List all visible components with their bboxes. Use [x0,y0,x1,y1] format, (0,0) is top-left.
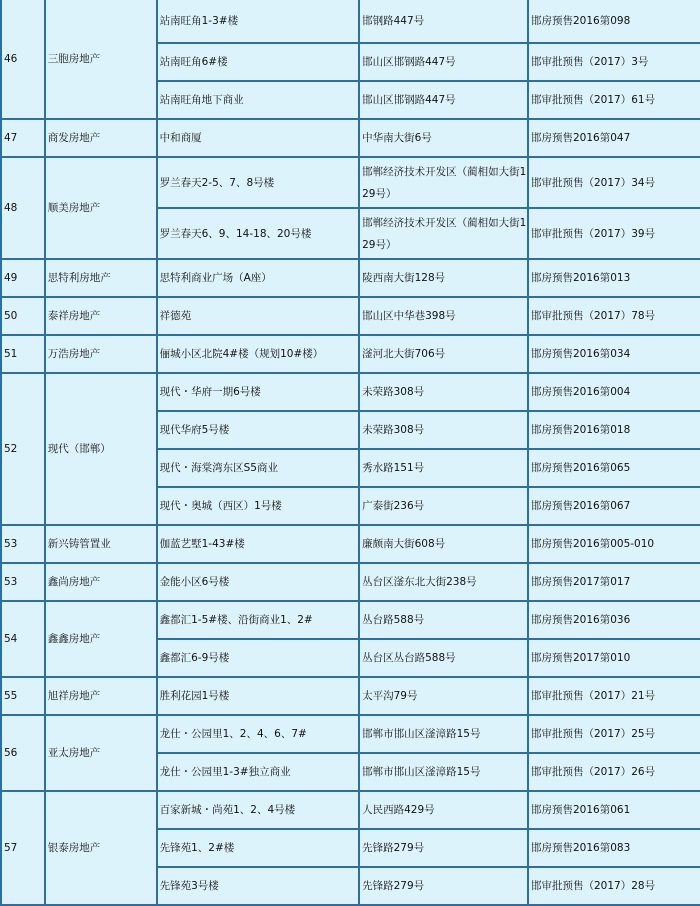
address-cell: 邯山区邯钢路447号 [360,82,527,118]
address-cell: 邯郸市邯山区滏漳路15号 [360,716,527,752]
license-cell: 邯房预售2016第067 [529,488,700,524]
license-cell: 邯审批预售（2017）26号 [529,754,700,790]
table-row [2,678,700,714]
developer-cell: 顺美房地产 [46,158,156,258]
license-cell: 邯房预售2016第083 [529,830,700,866]
address-cell: 陵西南大街128号 [360,260,527,296]
license-cell: 邯房预售2017第010 [529,640,700,676]
address-cell: 人民西路429号 [360,792,527,828]
address-cell: 秀水路151号 [360,450,527,486]
license-cell: 邯房预售2016第018 [529,412,700,448]
row-number-cell: 53 [2,526,44,562]
address-cell: 先锋路279号 [360,830,527,866]
project-cell: 鑫都汇6-9号楼 [158,640,358,676]
license-cell: 邯房预售2016第005-010 [529,526,700,562]
row-number-cell: 55 [2,678,44,714]
project-cell: 站南旺角6#楼 [158,44,358,80]
address-cell: 丛台区丛台路588号 [360,640,527,676]
address-cell: 滏河北大街706号 [360,336,527,372]
license-cell: 邯审批预售（2017）61号 [529,82,700,118]
address-cell: 廉颇南大街608号 [360,526,527,562]
row-number-cell: 52 [2,374,44,524]
project-cell: 伽蓝艺墅1-43#楼 [158,526,358,562]
developer-cell: 鑫鑫房地产 [46,602,156,676]
table-row [2,374,700,410]
license-cell: 邯房预售2016第047 [529,120,700,156]
address-cell: 邯山区邯钢路447号 [360,44,527,80]
address-cell: 未荣路308号 [360,374,527,410]
developer-cell: 新兴铸管置业 [46,526,156,562]
project-cell: 中和商厦 [158,120,358,156]
license-cell: 邯房预售2016第013 [529,260,700,296]
license-cell: 邯房预售2016第004 [529,374,700,410]
address-cell: 太平沟79号 [360,678,527,714]
row-number-cell: 47 [2,120,44,156]
developer-cell: 鑫尚房地产 [46,564,156,600]
developer-cell: 思特利房地产 [46,260,156,296]
license-cell: 邯审批预售（2017）21号 [529,678,700,714]
row-number-cell: 56 [2,716,44,790]
address-cell: 中华南大街6号 [360,120,527,156]
license-cell: 邯审批预售（2017）3号 [529,44,700,80]
license-cell: 邯房预售2016第061 [529,792,700,828]
table-row [2,0,700,42]
row-number-cell: 50 [2,298,44,334]
project-cell: 金能小区6号楼 [158,564,358,600]
project-cell: 百家新城・尚苑1、2、4号楼 [158,792,358,828]
address-cell: 邯郸市邯山区滏漳路15号 [360,754,527,790]
table-row [2,792,700,828]
project-cell: 胜利花园1号楼 [158,678,358,714]
license-cell: 邯房预售2016第036 [529,602,700,638]
project-cell: 站南旺角1-3#楼 [158,0,358,42]
license-cell: 邯房预售2016第034 [529,336,700,372]
project-cell: 现代华府5号楼 [158,412,358,448]
developer-cell: 商发房地产 [46,120,156,156]
table-row [2,336,700,372]
developer-cell: 旭祥房地产 [46,678,156,714]
license-cell: 邯房预售2016第098 [529,0,700,42]
developer-cell: 亚太房地产 [46,716,156,790]
address-cell: 邯钢路447号 [360,0,527,42]
project-cell: 罗兰春天2-5、7、8号楼 [158,158,358,207]
row-number-cell: 57 [2,792,44,904]
project-cell: 先锋苑3号楼 [158,868,358,904]
address-cell: 广泰街236号 [360,488,527,524]
license-cell: 邯审批预售（2017）28号 [529,868,700,904]
project-cell: 祥德苑 [158,298,358,334]
project-cell: 龙仕・公园里1、2、4、6、7# [158,716,358,752]
license-cell: 邯审批预售（2017）39号 [529,209,700,258]
developer-cell: 现代（邯郸） [46,374,156,524]
table-row [2,298,700,334]
row-number-cell: 48 [2,158,44,258]
row-number-cell: 54 [2,602,44,676]
table-row [2,526,700,562]
table-row [2,602,700,638]
license-cell: 邯审批预售（2017）34号 [529,158,700,207]
table-body [2,0,700,904]
project-cell: 现代・奥城（西区）1号楼 [158,488,358,524]
address-cell: 未荣路308号 [360,412,527,448]
license-cell: 邯房预售2016第065 [529,450,700,486]
row-number-cell: 46 [2,0,44,118]
developer-cell: 万浩房地产 [46,336,156,372]
table-row [2,120,700,156]
row-number-cell: 51 [2,336,44,372]
project-cell: 现代・华府一期6号楼 [158,374,358,410]
row-number-cell: 53 [2,564,44,600]
table-row [2,564,700,600]
address-cell: 邯山区中华巷398号 [360,298,527,334]
developer-cell: 银泰房地产 [46,792,156,904]
project-cell: 先锋苑1、2#楼 [158,830,358,866]
project-cell: 俪城小区北院4#楼（规划10#楼） [158,336,358,372]
address-cell: 丛台路588号 [360,602,527,638]
table-row [2,158,700,207]
project-cell: 龙仕・公园里1-3#独立商业 [158,754,358,790]
row-number-cell: 49 [2,260,44,296]
address-cell: 邯郸经济技术开发区（蔺相如大街129号） [360,209,527,258]
license-cell: 邯审批预售（2017）78号 [529,298,700,334]
address-cell: 邯郸经济技术开发区（蔺相如大街129号） [360,158,527,207]
table-row [2,716,700,752]
project-cell: 鑫都汇1-5#楼、沿街商业1、2# [158,602,358,638]
address-cell: 先锋路279号 [360,868,527,904]
project-cell: 罗兰春天6、9、14-18、20号楼 [158,209,358,258]
license-cell: 邯房预售2017第017 [529,564,700,600]
project-cell: 现代・海棠湾东区S5商业 [158,450,358,486]
license-cell: 邯审批预售（2017）25号 [529,716,700,752]
address-cell: 丛台区滏东北大街238号 [360,564,527,600]
project-cell: 站南旺角地下商业 [158,82,358,118]
developer-cell: 泰祥房地产 [46,298,156,334]
table-row [2,260,700,296]
project-cell: 思特利商业广场（A座） [158,260,358,296]
developer-cell: 三胞房地产 [46,0,156,118]
